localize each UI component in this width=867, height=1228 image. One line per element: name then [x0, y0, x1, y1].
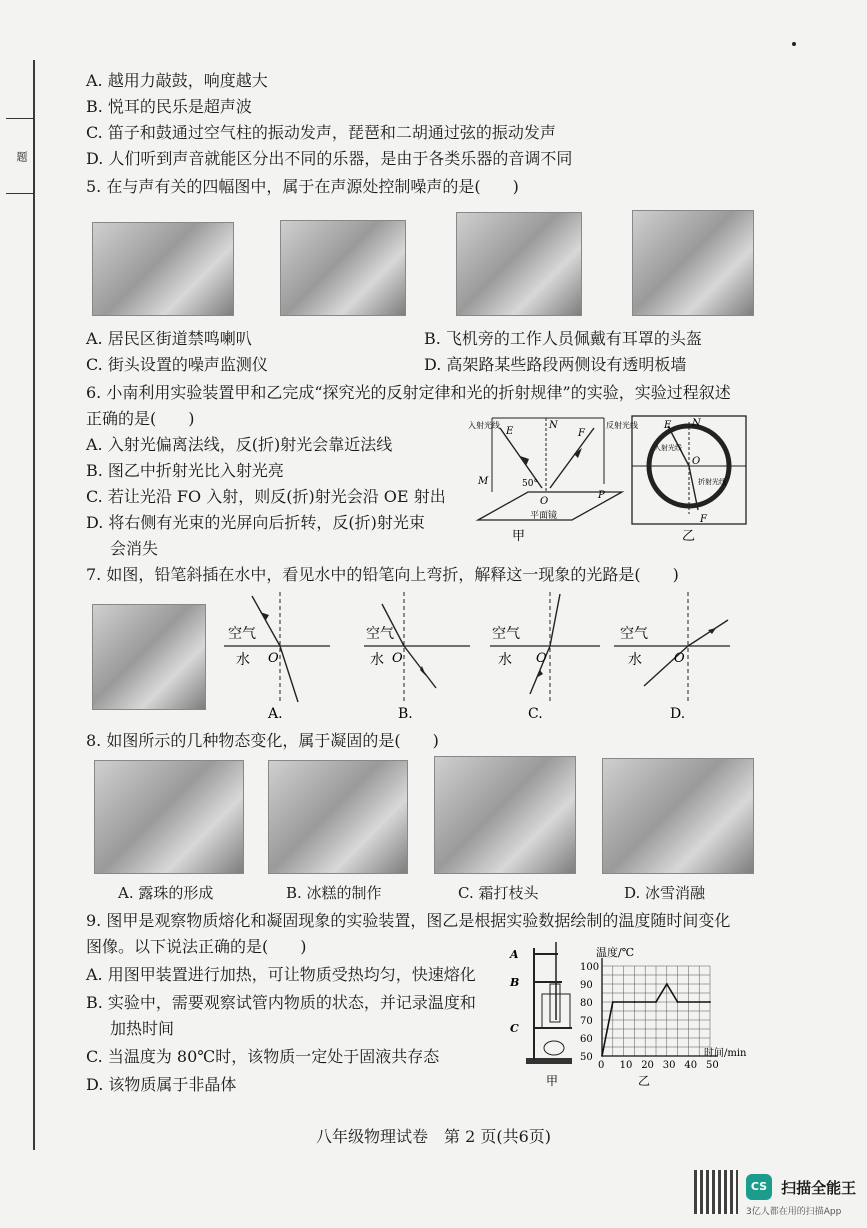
- q9-option-d: D. 该物质属于非晶体: [86, 1075, 237, 1094]
- test-tube: [550, 984, 560, 1022]
- q5-option-a: A. 居民区街道禁鸣喇叭: [86, 329, 252, 348]
- cs-logo-icon: CS: [746, 1174, 772, 1200]
- caption-jia: 甲: [546, 1074, 559, 1088]
- y-tick-label: 60: [580, 1034, 593, 1045]
- y-tick-label: 50: [580, 1052, 593, 1063]
- ray-arrow: [708, 628, 716, 634]
- q4-option-d: D. 人们听到声音就能区分出不同的乐器，是由于各类乐器的音调不同: [86, 149, 573, 168]
- q7-photo-pencil: [92, 604, 206, 710]
- q7-diagram-a: [224, 592, 330, 722]
- ray-air: [252, 596, 280, 646]
- q7-diagram-d: [614, 592, 730, 722]
- q8-photo-c: [434, 756, 576, 874]
- scan-speck: [792, 42, 796, 46]
- q5-option-c: C. 街头设置的噪声监测仪: [86, 355, 268, 374]
- q8-photo-b: [268, 760, 408, 874]
- label-B: B: [510, 976, 520, 989]
- q4-option-c: C. 笛子和鼓通过空气柱的振动发声，琵琶和二胡通过弦的振动发声: [86, 123, 556, 142]
- margin-rule: [33, 60, 35, 1150]
- q9-apparatus: [502, 940, 584, 1090]
- label-E: E: [664, 420, 672, 431]
- q4-option-a: A. 越用力敲鼓，响度越大: [86, 71, 268, 90]
- label-P: P: [598, 490, 605, 501]
- data-point: [601, 1055, 603, 1057]
- label-reflected: 反射光线: [606, 421, 638, 430]
- label-air: 空气: [620, 626, 648, 642]
- q8-photo-a: [94, 760, 244, 874]
- label-water: 水: [236, 652, 250, 668]
- qr-code: [694, 1170, 738, 1214]
- label-refracted: 折射光线: [698, 478, 726, 486]
- q6-option-c: C. 若让光沿 FO 入射，则反(折)射光会沿 OE 射出: [86, 487, 446, 506]
- stand-base: [526, 1058, 572, 1064]
- label-F: F: [578, 428, 585, 439]
- q7-diagram-b: [364, 592, 470, 722]
- y-tick-label: 100: [580, 962, 600, 973]
- label-incident: 入射光线: [468, 421, 500, 430]
- brand-name: 扫描全能王: [781, 1178, 857, 1197]
- label-E: E: [506, 426, 514, 437]
- q6-option-a: A. 入射光偏离法线，反(折)射光会靠近法线: [86, 435, 393, 454]
- reflected-ray: [550, 428, 594, 488]
- y-tick-label: 80: [580, 998, 593, 1009]
- q8-option-b: B. 冰糕的制作: [286, 884, 382, 902]
- q7-diagram-c: [490, 592, 600, 722]
- label-air: 空气: [228, 626, 256, 642]
- caption-a: A.: [268, 706, 283, 722]
- x-tick-label: 30: [662, 1060, 676, 1071]
- label-mirror: 平面镜: [530, 511, 558, 521]
- label-M: M: [478, 476, 489, 487]
- label-water: 水: [628, 652, 642, 668]
- q5-stem: 5. 在与声有关的四幅图中，属于在声源处控制噪声的是( ): [86, 177, 519, 196]
- ray-air: [688, 620, 728, 646]
- q9-option-b-cont: 加热时间: [110, 1019, 175, 1038]
- q5-photo-b: [280, 220, 406, 316]
- label-C: C: [510, 1022, 519, 1035]
- ray-air: [550, 594, 560, 646]
- q8-option-d: D. 冰雪消融: [624, 884, 706, 902]
- x-tick-label: 10: [619, 1060, 633, 1071]
- margin-tab: 题: [6, 118, 35, 194]
- label-O: O: [540, 496, 549, 507]
- q8-option-c: C. 霜打枝头: [458, 884, 539, 902]
- q8-option-a: A. 露珠的形成: [118, 884, 214, 902]
- label-o: O: [268, 651, 279, 666]
- label-angle: 50°: [522, 479, 538, 489]
- label-o: O: [536, 651, 547, 666]
- q9-temperature-chart: [580, 940, 770, 1090]
- x-tick-label: 40: [684, 1060, 698, 1071]
- q5-option-d: D. 高架路某些路段两侧设有透明板墙: [424, 355, 687, 374]
- label-F: F: [700, 514, 707, 525]
- q6-option-d-cont: 会消失: [110, 539, 159, 558]
- label-N: N: [692, 418, 701, 429]
- ray-arrow: [536, 670, 543, 678]
- q5-option-b: B. 飞机旁的工作人员佩戴有耳罩的头盔: [424, 329, 702, 348]
- label-o: O: [392, 651, 403, 666]
- data-point: [634, 1001, 636, 1003]
- label-O: O: [692, 456, 701, 467]
- q9-option-c: C. 当温度为 80℃时，该物质一定处于固液共存态: [86, 1047, 440, 1066]
- label-o: O: [674, 651, 685, 666]
- q9-stem-line2: 图像。以下说法正确的是( ): [86, 937, 307, 956]
- ray-water: [404, 646, 436, 688]
- data-point: [612, 1001, 614, 1003]
- x-tick-label: 50: [706, 1060, 719, 1071]
- q5-photo-c: [456, 212, 582, 316]
- caption-c: C.: [528, 706, 543, 722]
- page-footer: 八年级物理试卷 第 2 页(共6页): [315, 1127, 552, 1146]
- ray-water: [280, 646, 298, 702]
- y-tick-label: 70: [580, 1016, 593, 1027]
- caption-d: D.: [670, 706, 686, 722]
- label-N: N: [549, 420, 558, 431]
- q9-option-b: B. 实验中，需要观察试管内物质的状态，并记录温度和: [86, 993, 476, 1012]
- caption-jia: 甲: [512, 529, 526, 544]
- y-tick-label: 90: [580, 980, 593, 991]
- q5-photo-a: [92, 222, 234, 316]
- q7-stem: 7. 如图，铅笔斜插在水中，看见水中的铅笔向上弯折，解释这一现象的光路是( ): [86, 565, 679, 584]
- label-air: 空气: [492, 626, 520, 642]
- q6-figure-yi: [628, 414, 750, 544]
- q9-stem-line1: 9. 图甲是观察物质熔化和凝固现象的实验装置，图乙是根据实验数据绘制的温度随时间变化: [86, 911, 731, 930]
- brand-tagline: 3亿人都在用的扫描App: [746, 1207, 842, 1217]
- scanner-watermark: [746, 1174, 857, 1217]
- x-axis-label: 时间/min: [704, 1048, 747, 1059]
- q6-stem-line2: 正确的是( ): [86, 409, 195, 428]
- data-point: [655, 1001, 657, 1003]
- data-point: [666, 983, 668, 985]
- label-A: A: [510, 948, 519, 961]
- q6-option-b: B. 图乙中折射光比入射光亮: [86, 461, 284, 480]
- caption-b: B.: [398, 706, 413, 722]
- data-point: [709, 1001, 711, 1003]
- incident-arrow: [520, 456, 529, 466]
- caption-yi: 乙: [638, 1074, 651, 1088]
- alcohol-lamp: [544, 1041, 564, 1055]
- q8-photo-d: [602, 758, 754, 874]
- q6-stem-line1: 6. 小南利用实验装置甲和乙完成“探究光的反射定律和光的折射规律”的实验，实验过程叙述: [86, 383, 731, 402]
- data-point: [677, 1001, 679, 1003]
- q9-option-a: A. 用图甲装置进行加热，可让物质受热均匀，快速熔化: [86, 965, 476, 984]
- q6-option-d: D. 将右侧有光束的光屏向后折转，反(折)射光束: [86, 513, 425, 532]
- y-axis-label: 温度/℃: [596, 946, 635, 959]
- label-water: 水: [370, 652, 384, 668]
- q8-stem: 8. 如图所示的几种物态变化，属于凝固的是( ): [86, 731, 439, 750]
- q7-diagrams: [224, 590, 784, 724]
- caption-yi: 乙: [682, 529, 696, 544]
- x-tick-label: 20: [641, 1060, 654, 1071]
- q5-photo-d: [632, 210, 754, 316]
- x-tick-label: 0: [598, 1060, 605, 1071]
- label-air: 空气: [366, 626, 394, 642]
- label-incident: 入射光线: [654, 444, 682, 452]
- q6-figure-jia: [466, 414, 638, 544]
- label-water: 水: [498, 652, 512, 668]
- q4-option-b: B. 悦耳的民乐是超声波: [86, 97, 252, 116]
